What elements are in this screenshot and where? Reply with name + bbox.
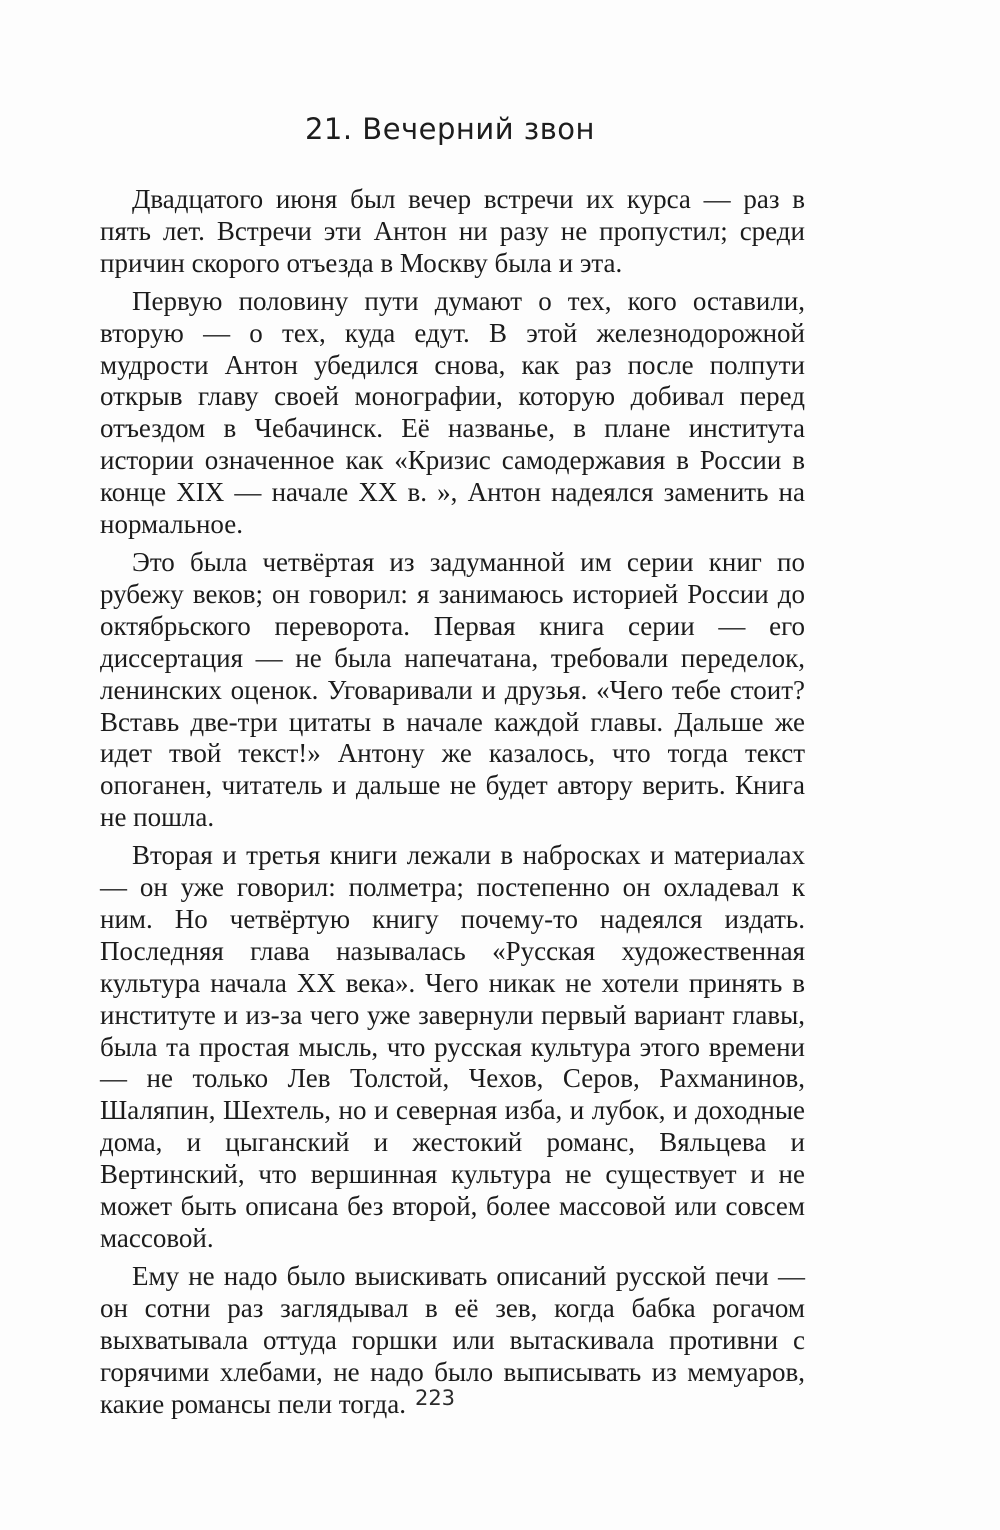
chapter-title: 21. Вечерний звон xyxy=(304,112,596,146)
paragraph: Ему не надо было выискивать описаний русской печи — он сотни раз заглядывал в её зев, когда бабка рогачом выхватывала оттуда горшки или вытаскивала противни с горячими хлебами, не надо было выписывать из мемуаров, какие романсы пели тогда. xyxy=(100,1260,805,1419)
paragraph: Двадцатого июня был вечер встречи их курса — раз в пять лет. Встречи эти Антон ни разу не пропустил; среди причин скорого отъезда в Москву была и эта. xyxy=(100,184,805,278)
paragraph: Вторая и третья книги лежали в набросках и материалах — он уже говорил: полметра; постепенно он охладевал к ним. Но четвёртую книгу почему-то надеялся издать. Последняя глава называлась «Русская художественная культура начала XX века». Чего никак не хотели принять в институте и из-за чего уже завернули первый вариант главы, была та простая мысль, что русская культура этого времени — не только Лев Толстой, Чехов, Серов, Рахманинов, Шаляпин, Шехтель, но и северная изба, и лубок, и доходные дома, и цыганский и жестокий романс, Вяльцева и Вертинский, что вершинная культура не существует и не может быть описана без второй, более массовой или совсем массовой. xyxy=(100,840,805,1253)
body-text xyxy=(100,184,805,1426)
paragraph: Первую половину пути думают о тех, кого оставили, вторую — о тех, куда едут. В этой железнодорожной мудрости Антон убедился снова, как раз после полпути открыв главу своей монографии, которую добивал перед отъездом в Чебачинск. Её названье, в плане института истории означенное как «Кризис самодержавия в России в конце XIX — начале XX в. », Антон надеялся заменить на нормальное. xyxy=(100,285,805,540)
page-number: 223 xyxy=(414,1386,456,1410)
paragraph: Это была четвёртая из задуманной им серии книг по рубежу веков; он говорил: я занимаюсь историей России до октябрьского переворота. Первая книга серии — его диссертация — не была напечатана, требовали переделок, ленинских оценок. Уговаривали и друзья. «Чего тебе стоит? Вставь две-три цитаты в начале каждой главы. Дальше же идет твой текст!» Антону же казалось, что тогда текст опоганен, читатель и дальше не будет автору верить. Книга не пошла. xyxy=(100,546,805,833)
